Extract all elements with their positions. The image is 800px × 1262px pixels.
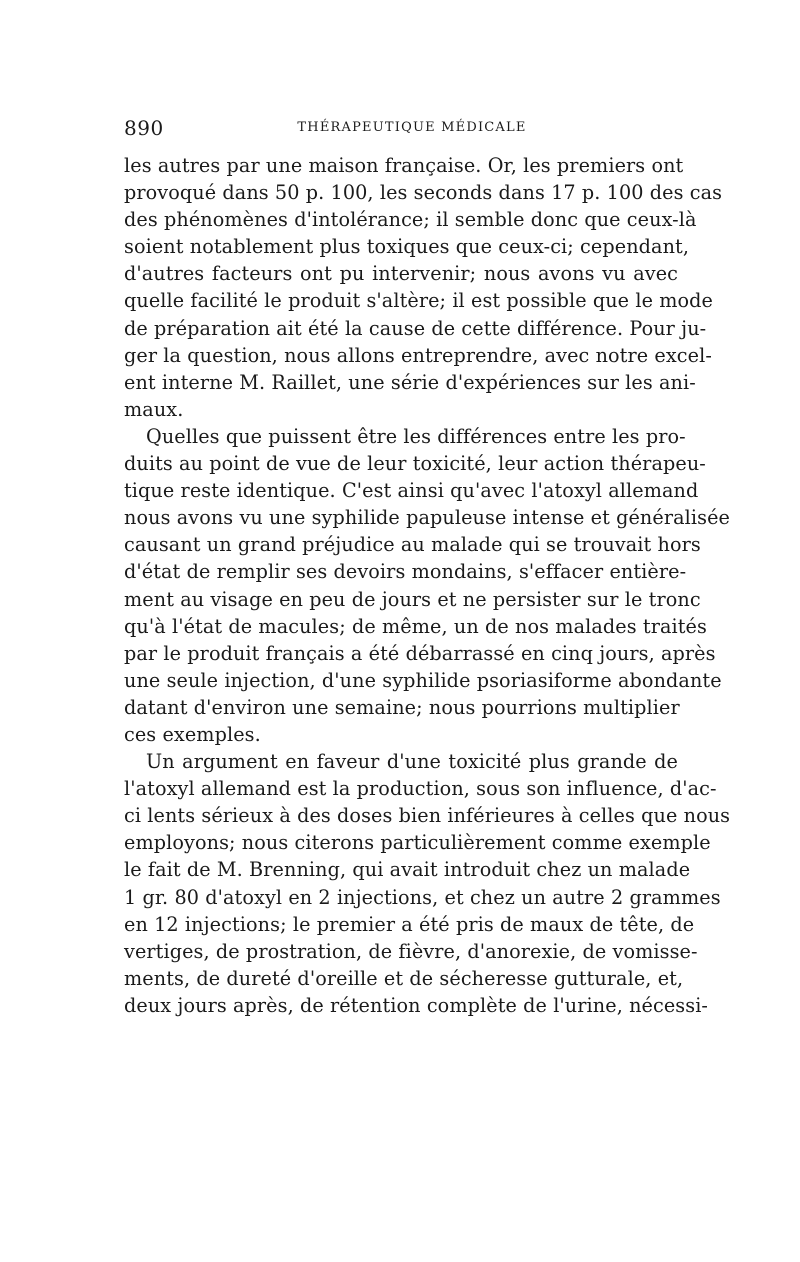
text-line: causant un grand préjudice au malade qui se trouvait hors bbox=[124, 533, 701, 557]
text-line: le fait de M. Brenning, qui avait introduit chez un malade bbox=[124, 858, 691, 882]
text-line: ci lents sérieux à des doses bien inférieures à celles que nous bbox=[124, 804, 731, 828]
text-line: soient notablement plus toxiques que ceux-ci; cependant, bbox=[124, 235, 690, 259]
page-number: 890 bbox=[124, 116, 164, 140]
text-line: 1 gr. 80 d'atoxyl en 2 injections, et chez un autre 2 grammes bbox=[124, 885, 721, 909]
text-line: employons; nous citerons particulièrement comme exemple bbox=[124, 831, 711, 855]
paragraph-start-line: Un argument en faveur d'une toxicité plus grande de bbox=[146, 750, 678, 774]
text-line: une seule injection, d'une syphilide psoriasiforme abondante bbox=[124, 668, 722, 692]
text-line: ent interne M. Raillet, une série d'expériences sur les ani- bbox=[124, 370, 696, 394]
text-line: vertiges, de prostration, de fièvre, d'anorexie, de vomisse- bbox=[124, 939, 698, 963]
text-line: provoqué dans 50 p. 100, les seconds dans 17 p. 100 des cas bbox=[124, 181, 723, 205]
text-line: de préparation ait été la cause de cette différence. Pour ju- bbox=[124, 316, 707, 340]
text-line: ments, de dureté d'oreille et de sécheresse gutturale, et, bbox=[124, 966, 684, 990]
text-line: d'autres facteurs ont pu intervenir; nous avons vu avec bbox=[124, 262, 678, 286]
text-line: duits au point de vue de leur toxicité, leur action thérapeu- bbox=[124, 452, 706, 476]
text-line: des phénomènes d'intolérance; il semble donc que ceux-là bbox=[124, 208, 697, 232]
text-line: d'état de remplir ses devoirs mondains, s'effacer entière- bbox=[124, 560, 687, 584]
text-line: les autres par une maison française. Or, les premiers ont bbox=[124, 154, 684, 177]
text-line: quelle facilité le produit s'altère; il est possible que le mode bbox=[124, 289, 714, 313]
text-line: nous avons vu une syphilide papuleuse intense et généralisée bbox=[124, 506, 730, 530]
page-header bbox=[124, 116, 680, 140]
text-line: maux. bbox=[124, 397, 184, 421]
text-line: en 12 injections; le premier a été pris de maux de tête, de bbox=[124, 912, 695, 936]
text-line: qu'à l'état de macules; de même, un de nos malades traités bbox=[124, 614, 707, 638]
paragraph-start-line: Quelles que puissent être les différences entre les pro- bbox=[146, 424, 686, 448]
text-line: l'atoxyl allemand est la production, sous son influence, d'ac- bbox=[124, 777, 717, 801]
text-line: ment au visage en peu de jours et ne persister sur le tronc bbox=[124, 587, 701, 611]
text-line: par le produit français a été débarrassé en cinq jours, après bbox=[124, 641, 716, 665]
text-line: ger la question, nous allons entreprendre, avec notre excel- bbox=[124, 343, 712, 367]
text-line: deux jours après, de rétention complète de l'urine, nécessi- bbox=[124, 993, 709, 1017]
text-line: ces exemples. bbox=[124, 722, 261, 746]
text-line: tique reste identique. C'est ainsi qu'avec l'atoxyl allemand bbox=[124, 479, 699, 503]
running-title: THÉRAPEUTIQUE MÉDICALE bbox=[297, 120, 527, 135]
body-text bbox=[124, 152, 731, 1019]
text-line: datant d'environ une semaine; nous pourrions multiplier bbox=[124, 695, 680, 719]
